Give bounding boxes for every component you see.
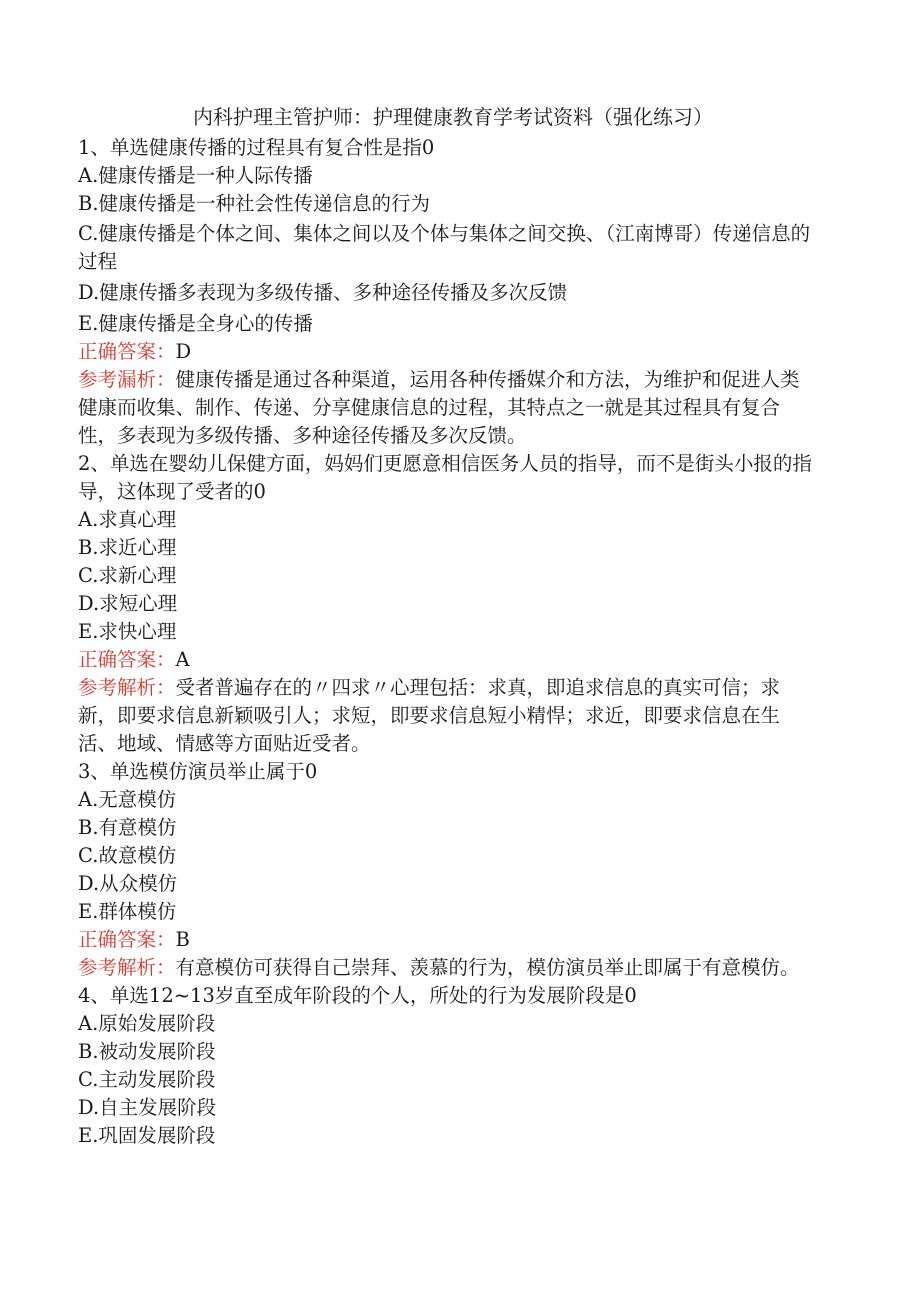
option-c: C.健康传播是个体之间、集体之间以及个体与集体之间交换、（江南博哥）传递信息的过程	[78, 222, 811, 273]
question-3	[78, 758, 818, 982]
question-stem: 4、单选12~13岁直至成年阶段的个人，所处的行为发展阶段是0	[78, 984, 637, 1007]
analysis	[78, 366, 818, 450]
option-b: B.求近心理	[78, 536, 177, 559]
question-stem: 1、单选健康传播的过程具有复合性是指0	[78, 136, 435, 159]
answer-value: D	[175, 340, 192, 363]
question-stem: 3、单选模仿演员举止属于0	[78, 760, 318, 783]
analysis-label: 参考解析：	[78, 676, 176, 699]
answer-label: 正确答案：	[78, 648, 176, 671]
analysis-text: 受者普遍存在的〃四求〃心理包括：求真，即追求信息的真实可信；求新，即要求信息新颖吸引人；求短，即要求信息短小精悍；求近，即要求信息在生活、地域、情感等方面贴近受者。	[78, 676, 781, 755]
question-stem: 2、单选在婴幼儿保健方面，妈妈们更愿意相信医务人员的指导，而不是街头小报的指导，这体现了受者的0	[78, 452, 812, 503]
question-2	[78, 450, 818, 758]
answer-line	[78, 338, 818, 366]
option-d: D.健康传播多表现为多级传播、多种途径传播及多次反馈	[78, 281, 568, 304]
option-c: C.求新心理	[78, 564, 177, 587]
option-d: D.从众模仿	[78, 872, 178, 895]
answer-label: 正确答案：	[78, 340, 176, 363]
option-b: B.被动发展阶段	[78, 1040, 216, 1063]
option-a: A.求真心理	[78, 508, 177, 531]
option-a: A.无意模仿	[78, 788, 177, 811]
question-4	[78, 982, 818, 1150]
option-b: B.健康传播是一种社会性传递信息的行为	[78, 192, 431, 215]
analysis-label: 参考漏析：	[78, 368, 176, 391]
option-d: D.自主发展阶段	[78, 1096, 217, 1119]
answer-line	[78, 926, 818, 954]
analysis-text: 健康传播是通过各种渠道，运用各种传播媒介和方法，为维护和促进人类健康而收集、制作、传递、分享健康信息的过程，其特点之一就是其过程具有复合性，多表现为多级传播、多种途径传播及多次反馈。	[78, 368, 800, 447]
analysis	[78, 674, 818, 758]
analysis	[78, 954, 818, 982]
option-d: D.求短心理	[78, 592, 178, 615]
option-e: E.求快心理	[78, 620, 177, 643]
option-a: A.健康传播是一种人际传播	[78, 164, 313, 187]
document-title: 内科护理主管护师：护理健康教育学考试资料（强化练习）	[193, 105, 713, 129]
option-b: B.有意模仿	[78, 816, 177, 839]
option-e: E.群体模仿	[78, 900, 177, 923]
document-page	[78, 100, 818, 1150]
option-c: C.主动发展阶段	[78, 1068, 216, 1091]
analysis-text: 有意模仿可获得自己崇拜、羡慕的行为，模仿演员举止即属于有意模仿。	[175, 956, 800, 979]
question-1	[78, 134, 818, 450]
answer-value: A	[175, 648, 190, 671]
analysis-label: 参考解析：	[78, 956, 176, 979]
answer-line	[78, 646, 818, 674]
option-a: A.原始发展阶段	[78, 1012, 216, 1035]
option-e: E.巩固发展阶段	[78, 1124, 216, 1147]
answer-label: 正确答案：	[78, 928, 176, 951]
option-c: C.故意模仿	[78, 844, 177, 867]
answer-value: B	[175, 928, 190, 951]
option-e: E.健康传播是全身心的传播	[78, 312, 313, 335]
